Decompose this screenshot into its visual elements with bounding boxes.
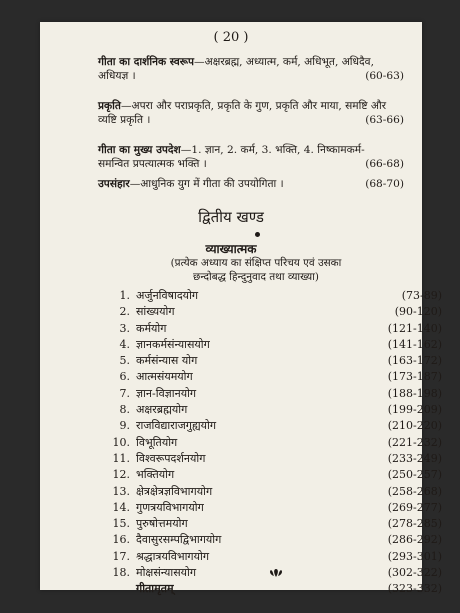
chapter-number: 7. [119,386,130,400]
chapter-range: (233-249) [387,451,442,465]
chapter-number: 3. [119,321,130,335]
chapter-number: 12. [112,468,130,482]
chapter-range: (323-332) [387,582,442,596]
chapter-row [102,532,442,548]
chapter-number: 1. [119,289,130,302]
section-heading: प्रकृति [98,100,121,112]
page-range: (68-70) [365,178,404,190]
section-heading: गीता का दार्शनिक स्वरूप [98,56,195,68]
chapter-name: गुणत्रयविभागयोग [136,500,204,514]
section-mukhya-updesh [98,144,404,171]
chapter-row [102,288,442,304]
chapter-name: आत्मसंयमयोग [136,370,193,384]
chapter-row [102,337,442,353]
chapter-range: (90-120) [394,305,442,319]
section-text: —अपरा और पराप्रकृति, प्रकृति के गुण, प्रकृति और माया, समष्टि और [120,100,387,112]
chapter-row [102,402,442,418]
chapter-row [102,304,442,320]
chapter-name: ज्ञान-विज्ञानयोग [136,386,197,400]
note-line: (प्रत्येक अध्याय का संक्षिप्त परिचय एवं उसका [170,257,342,269]
chapter-range: (188-198) [387,386,442,400]
chapter-range: (210-220) [387,419,442,433]
chapter-name: विश्वरूपदर्शनयोग [136,451,206,465]
section-text: —अक्षरब्रह्म, अध्यात्म, कर्म, अधिभूत, अधिदैव, [194,56,374,68]
chapter-row [102,386,442,402]
chapter-number: 14. [112,500,130,514]
page-range: (60-63) [365,69,404,82]
chapter-range: (286-292) [387,533,442,547]
chapter-range: (269-277) [387,500,442,514]
chapter-number: 10. [112,435,130,449]
section-text-cont: अधियज्ञ । [98,69,136,82]
chapter-range: (250-257) [387,468,442,482]
chapter-name: ज्ञानकर्मसंन्यासयोग [136,337,210,351]
chapter-number: 8. [119,403,130,417]
chapter-row [102,451,442,467]
chapter-row [102,353,442,369]
chapter-row [102,500,442,516]
chapter-range: (199-209) [387,403,442,417]
section-prakriti [98,100,404,127]
chapter-row [102,435,442,451]
chapter-row [102,467,442,483]
chapter-name: विभूतियोग [136,435,178,449]
chapter-name: पुरुषोत्तमयोग [136,517,188,531]
chapter-number: 5. [119,354,130,368]
chapter-row [102,549,442,565]
chapter-number: 17. [112,549,130,563]
chapter-range: (278-285) [387,517,442,531]
section-text-cont: व्यष्टि प्रकृति । [98,113,151,126]
chapter-range: (163-172) [387,354,442,368]
section-text: —आधुनिक युग में गीता की उपयोगिता । [129,178,284,190]
part-title: द्वितीय खण्ड [198,208,264,226]
chapter-range: (141-162) [387,337,442,351]
chapter-number: 2. [119,305,130,319]
chapter-name: कर्मयोग [136,321,167,335]
chapter-row [102,321,442,337]
chapter-number: 15. [112,517,130,531]
chapter-number: 13. [112,484,130,498]
chapter-name: क्षेत्रक्षेत्रज्ञविभागयोग [136,484,213,498]
section-heading: गीता का मुख्य उपदेश [98,144,181,156]
chapter-name: गीतामृतम् [136,582,174,596]
part-subtitle: व्याख्यात्मक [205,242,257,256]
chapter-row [102,418,442,434]
chapter-name: अर्जुनविषादयोग [136,289,199,302]
chapter-row [102,484,442,500]
section-darshanik [98,56,404,83]
chapter-list [102,288,442,598]
chapter-range: (73-89) [401,289,442,302]
chapter-range: (302-322) [387,566,442,580]
section-text: —1. ज्ञान, 2. कर्म, 3. भक्ति, 4. निष्कामकर्म- [180,144,365,156]
page-range: (66-68) [365,157,404,170]
ornament-icon [268,568,284,578]
chapter-name: मोक्षसंन्यासयोग [136,566,197,580]
part-note [100,256,412,284]
chapter-row [102,581,442,597]
chapter-range: (173-187) [387,370,442,384]
chapter-name: अक्षरब्रह्मयोग [136,403,188,417]
chapter-number: 9. [119,419,130,433]
chapter-name: राजविद्याराजगुह्ययोग [136,419,217,433]
chapter-name: कर्मसंन्यास योग [136,354,198,368]
section-heading: उपसंहार [98,178,130,190]
chapter-row [102,516,442,532]
chapter-name: श्रद्धात्रयविभागयोग [136,549,210,563]
chapter-range: (258-268) [387,484,442,498]
chapter-number: 11. [112,451,130,465]
chapter-name: सांख्ययोग [136,305,175,319]
section-text-cont: समन्वित प्रपत्यात्मक भक्ति । [98,157,207,170]
chapter-range: (121-140) [387,321,442,335]
note-line: छन्दोबद्ध हिन्दुनुवाद तथा व्याख्या) [193,271,319,283]
chapter-number: 18. [112,566,130,580]
chapter-number: 6. [119,370,130,384]
chapter-number: 4. [119,337,130,351]
chapter-name: दैवासुरसम्पद्विभागयोग [136,533,222,547]
chapter-name: भक्तियोग [136,468,175,482]
section-upsanhar [98,178,404,192]
page-range: (63-66) [365,113,404,126]
chapter-range: (221-232) [387,435,442,449]
book-page [40,22,442,596]
chapter-number: 16. [112,533,130,547]
page-number: ( 20 ) [213,30,249,45]
bullet-dot [255,232,260,237]
chapter-range: (293-301) [387,549,442,563]
chapter-row [102,369,442,385]
